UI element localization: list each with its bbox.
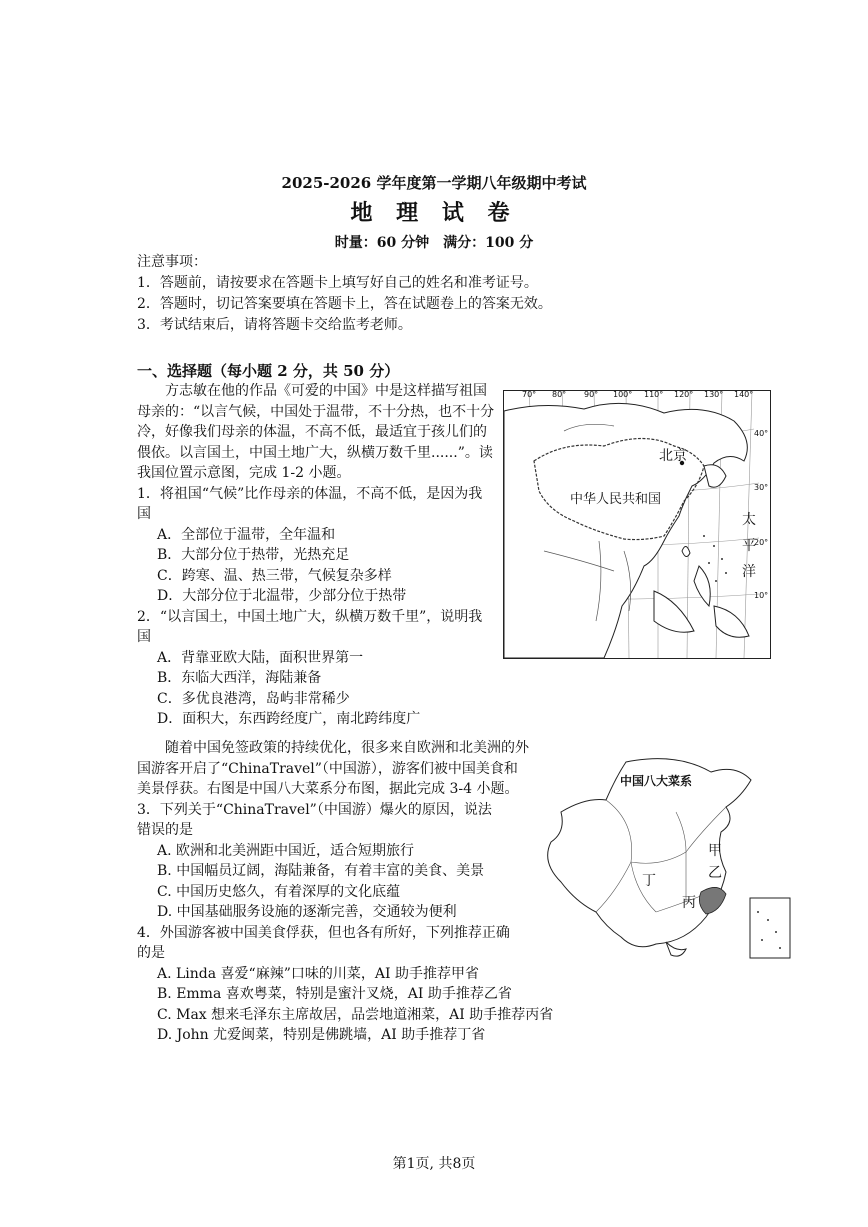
- option: A. 欧洲和北美洲距中国近，适合短期旅行: [157, 842, 415, 859]
- question-2: 2．“以言国土，中国土地广大，纵横万数千里”，说明我国: [137, 608, 483, 645]
- questions-3-4: [137, 738, 554, 1046]
- option: B. Emma 喜欢粤菜，特别是蜜汁叉烧，AI 助手推荐乙省: [157, 986, 512, 1002]
- option: C. Max 想来毛泽东主席故居，品尝地道湘菜，AI 助手推荐丙省: [157, 1006, 554, 1023]
- latitude-label: 10°: [754, 591, 769, 600]
- notice-item: 3．考试结束后，请将答题卡交给监考老师。: [137, 317, 412, 333]
- longitude-label: 140°: [734, 390, 754, 399]
- option: A. Linda 喜爱“麻辣”口味的川菜，AI 助手推荐甲省: [157, 965, 479, 982]
- china-location-map: [503, 390, 771, 659]
- cuisine-map: [536, 752, 800, 967]
- option: D. 中国基础服务设施的逐渐完善，交通较为便利: [157, 904, 457, 920]
- subject-title: 地 理 试 卷: [350, 200, 518, 226]
- longitude-label: 110°: [644, 390, 664, 399]
- latitude-label: 40°: [754, 429, 769, 438]
- question-4: 4．外国游客被中国美食俘获，但也各有所好，下列推荐正确的是: [137, 924, 510, 961]
- option: D．面积大，东西跨经度广，南北跨纬度广: [157, 711, 421, 727]
- beijing-label: 北京: [659, 448, 687, 464]
- option: D．大部分位于北温带，少部分位于热带: [157, 588, 407, 604]
- notice-block: [137, 252, 552, 336]
- longitude-label: 80°: [552, 390, 567, 399]
- region-label-bing: 丙: [682, 895, 696, 911]
- option: B. 中国幅员辽阔，海陆兼备，有着丰富的美食、美景: [157, 863, 485, 879]
- latitude-label: 30°: [754, 483, 769, 492]
- ocean-label: 平: [742, 538, 756, 554]
- region-label-jia: 甲: [708, 843, 722, 859]
- option: D. John 尤爱闽菜，特别是佛跳墙，AI 助手推荐丁省: [157, 1027, 486, 1043]
- duration-score: 时量：60 分钟 满分：100 分: [334, 235, 534, 251]
- questions-1-2: [137, 381, 495, 730]
- option: C．跨寒、温、热三带，气候复杂多样: [157, 567, 392, 584]
- region-label-ding: 丁: [642, 873, 656, 889]
- longitude-label: 70°: [522, 390, 537, 399]
- option: A．全部位于温带，全年温和: [157, 526, 336, 543]
- latitude-label: 20°: [754, 538, 769, 547]
- option: B．东临大西洋，海陆兼备: [157, 670, 322, 686]
- ocean-label: 洋: [742, 564, 756, 580]
- exam-title: 2025-2026 学年度第一学期八年级期中考试: [281, 174, 587, 192]
- intro-passage-2: 随着中国免签政策的持续优化，很多来自欧洲和北美洲的外国游客开启了“ChinaTravel”（中国游），游客们被中国美食和美景俘获。右图是中国八大菜系分布图，据此完成 3-4 小题。: [137, 740, 529, 797]
- option: C．多优良港湾，岛屿非常稀少: [157, 690, 350, 707]
- option: B．大部分位于热带，光热充足: [157, 547, 350, 563]
- longitude-label: 100°: [613, 390, 633, 399]
- page-number: 第1页, 共8页: [392, 1156, 476, 1172]
- question-3: 3．下列关于“ChinaTravel”（中国游）爆火的原因，说法错误的是: [137, 801, 492, 838]
- region-label-yi: 乙: [708, 865, 722, 881]
- question-1: 1．将祖国“气候”比作母亲的体温，不高不低，是因为我国: [137, 485, 483, 522]
- notice-item: 1．答题前，请按要求在答题卡上填写好自己的姓名和准考证号。: [137, 275, 538, 291]
- ocean-label: 太: [742, 512, 756, 528]
- country-label: 中华人民共和国: [570, 492, 662, 507]
- option: A．背靠亚欧大陆，面积世界第一: [157, 649, 364, 666]
- notice-heading: 注意事项：: [137, 254, 207, 270]
- option: C. 中国历史悠久，有着深厚的文化底蕴: [157, 883, 401, 900]
- notice-item: 2．答题时，切记答案要填在答题卡上，答在试题卷上的答案无效。: [137, 296, 552, 312]
- longitude-label: 90°: [584, 390, 599, 399]
- section-heading: 一、选择题（每小题 2 分，共 50 分）: [137, 362, 400, 380]
- longitude-label: 130°: [704, 390, 724, 399]
- map-graphic: [504, 391, 770, 658]
- cuisine-map-title: 中国八大菜系: [620, 774, 693, 788]
- longitude-label: 120°: [674, 390, 694, 399]
- intro-passage-1: 方志敏在他的作品《可爱的中国》中是这样描写祖国母亲的：“以言气候，中国处于温带，不十分热，也不十分冷，好像我们母亲的体温，不高不低，最适宜于孩儿们的偎依。以言国土，中国土地广大，纵横万数千里......”。读我国位置示意图，完成 1-2 小题。: [137, 383, 495, 481]
